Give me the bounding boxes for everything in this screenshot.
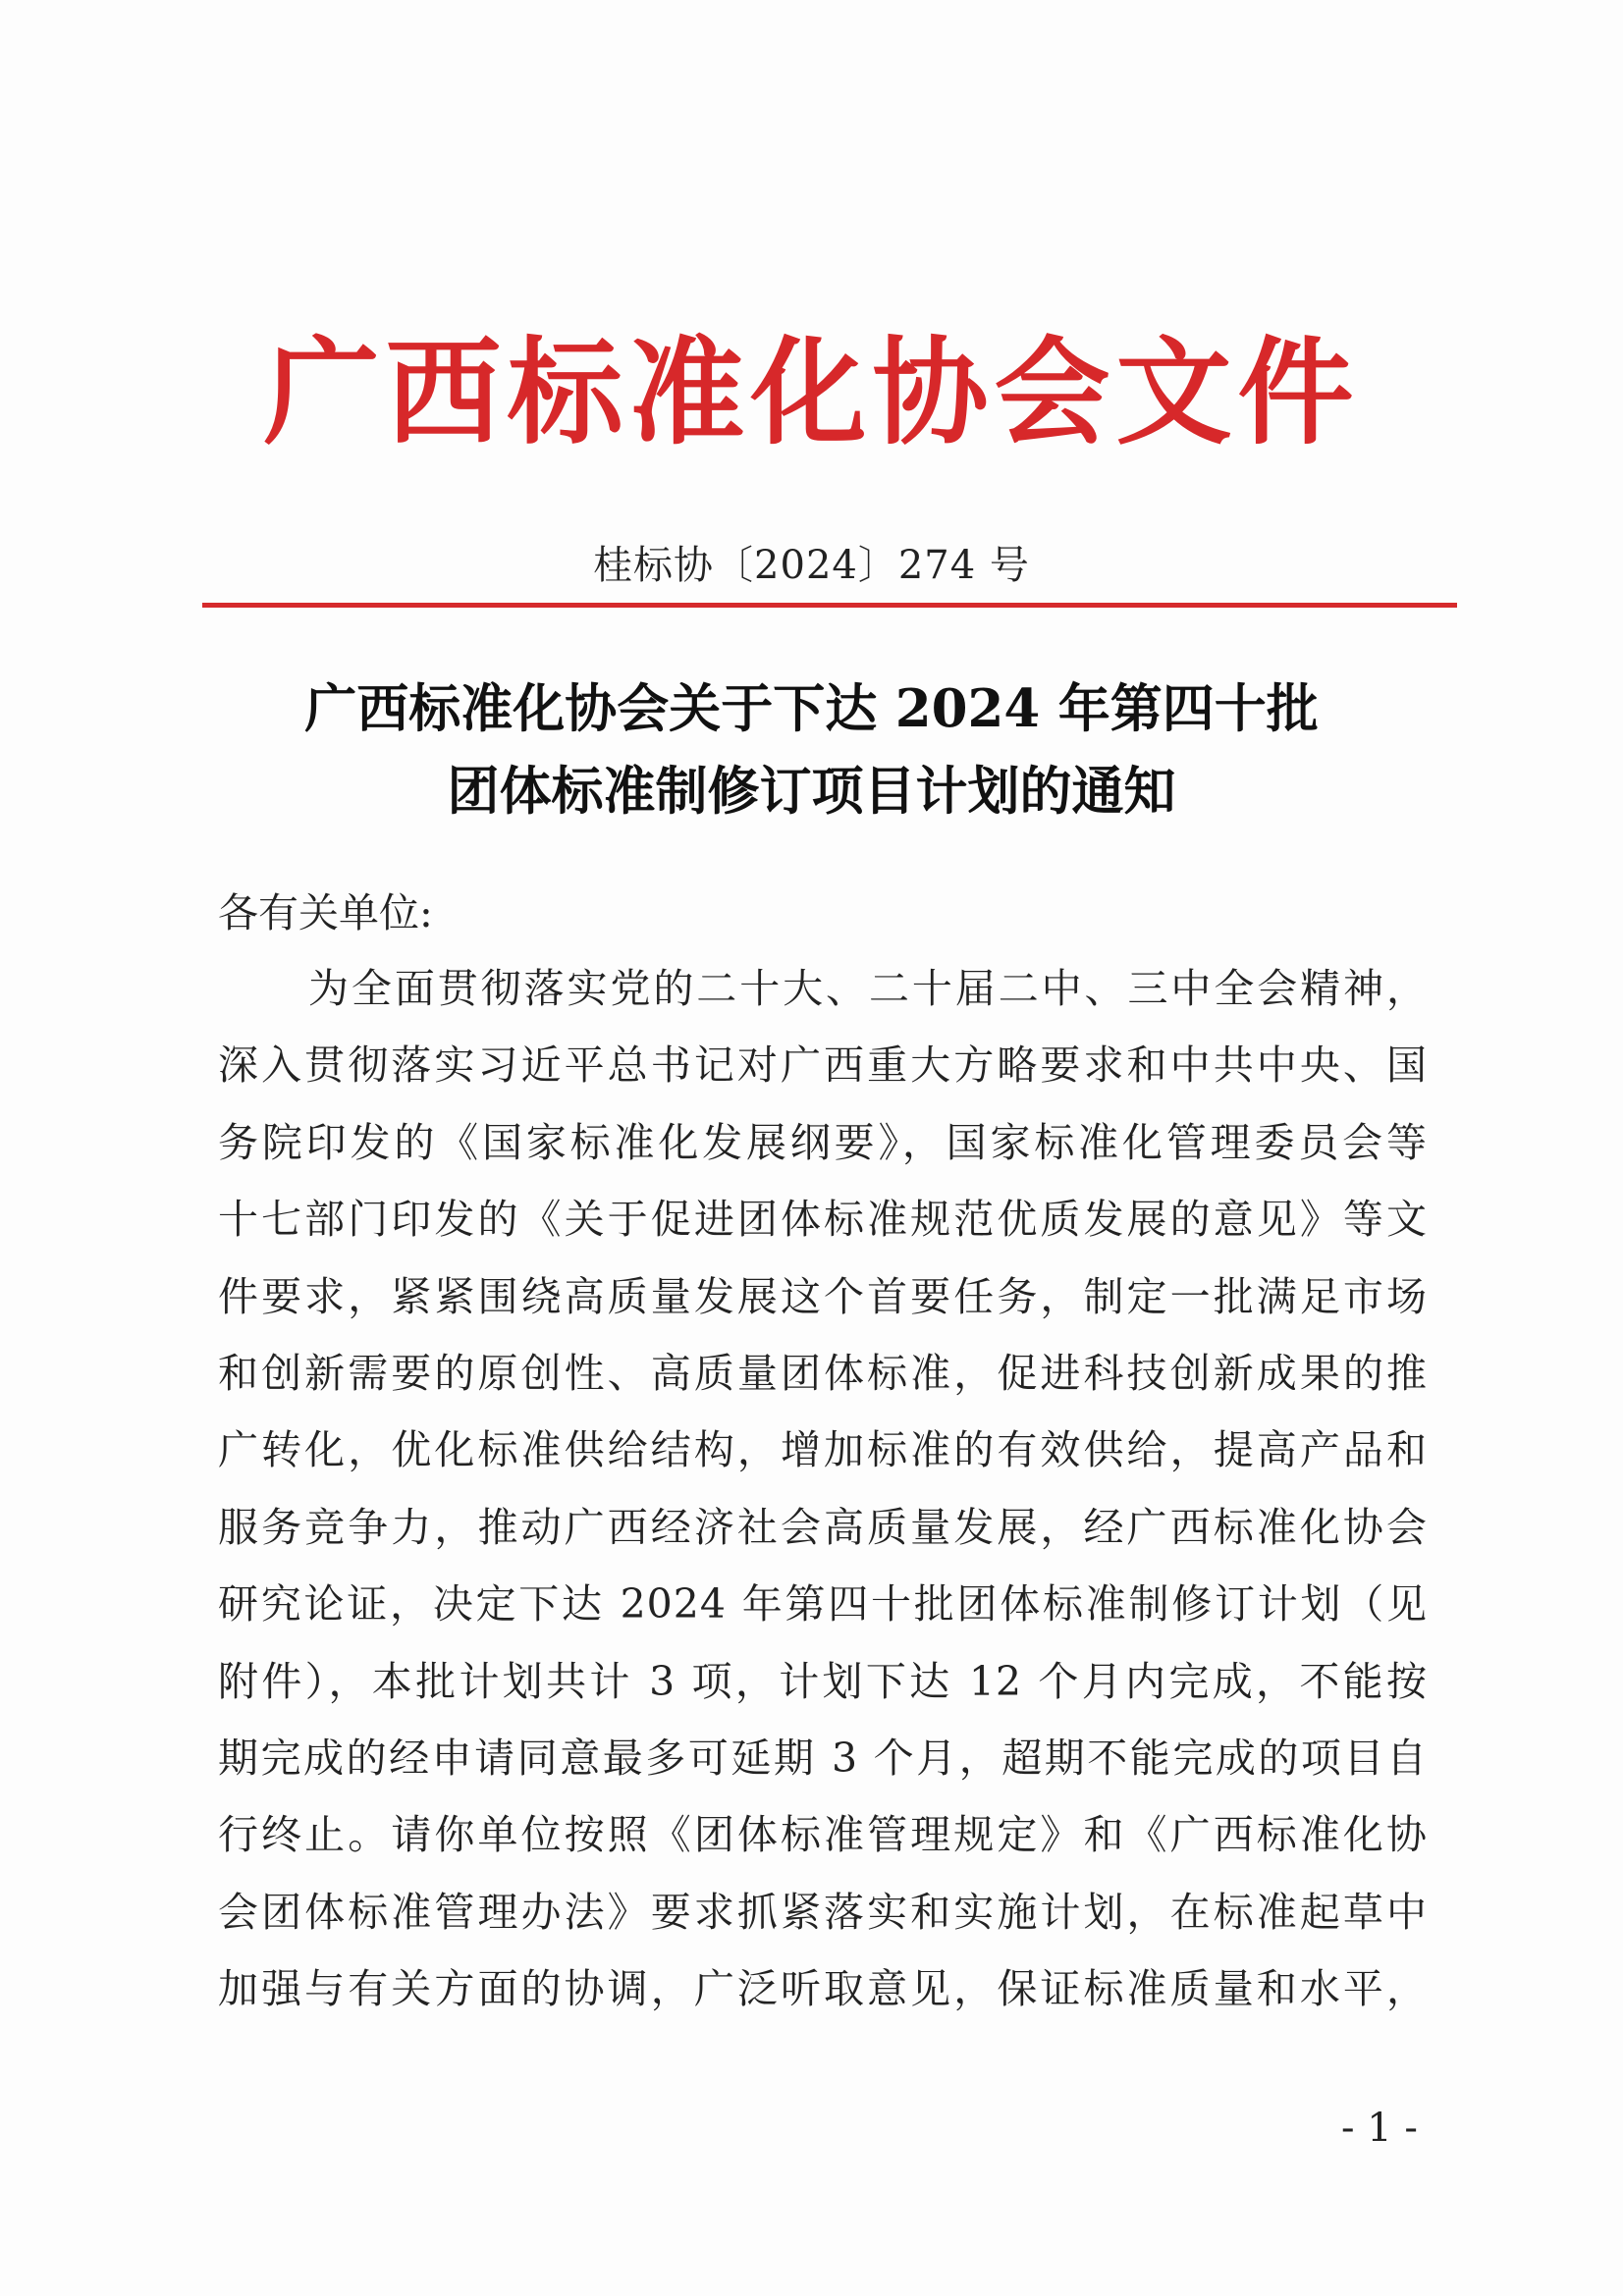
body-line: 服务竞争力，推动广西经济社会高质量发展，经广西标准化协会 [218, 1503, 1428, 1551]
document-number: 桂标协〔2024〕274 号 [593, 543, 1030, 588]
body-line: 研究论证，决定下达 2024 年第四十批团体标准制修订计划（见 [218, 1580, 1428, 1629]
body-line: 广转化，优化标准供给结构，增加标准的有效供给，提高产品和 [218, 1426, 1428, 1474]
body-line: 深入贯彻落实习近平总书记对广西重大方略要求和中共中央、国 [218, 1041, 1428, 1090]
body-line: 行终止。请你单位按照《团体标准管理规定》和《广西标准化协 [218, 1811, 1428, 1859]
body-line: 和创新需要的原创性、高质量团体标准，促进科技创新成果的推 [218, 1349, 1428, 1397]
salutation: 各有关单位: [218, 889, 433, 936]
body-line: 期完成的经申请同意最多可延期 3 个月，超期不能完成的项目自 [218, 1734, 1428, 1782]
body-line: 加强与有关方面的协调，广泛听取意见，保证标准质量和水平， [218, 1965, 1428, 2013]
notice-title-line-1: 广西标准化协会关于下达 2024 年第四十批 [304, 678, 1319, 739]
body-line: 十七部门印发的《关于促进团体标准规范优质发展的意见》等文 [218, 1196, 1428, 1244]
body-line: 务院印发的《国家标准化发展纲要》，国家标准化管理委员会等 [218, 1118, 1428, 1166]
notice-title-line-2: 团体标准制修订项目计划的通知 [447, 761, 1176, 822]
red-divider-rule [202, 603, 1457, 608]
notice-title [0, 667, 1623, 832]
body-line: 为全面贯彻落实党的二十大、二十届二中、三中全会精神， [308, 965, 1428, 1012]
masthead-title: 广西标准化协会文件 [263, 324, 1360, 460]
body-line: 附件），本批计划共计 3 项，计划下达 12 个月内完成，不能按 [218, 1657, 1428, 1705]
body-line: 会团体标准管理办法》要求抓紧落实和实施计划，在标准起草中 [218, 1888, 1428, 1936]
body-line: 件要求，紧紧围绕高质量发展这个首要任务，制定一批满足市场 [218, 1272, 1428, 1320]
page-number: - 1 - [1341, 2106, 1418, 2151]
body-paragraph [218, 950, 1428, 2027]
